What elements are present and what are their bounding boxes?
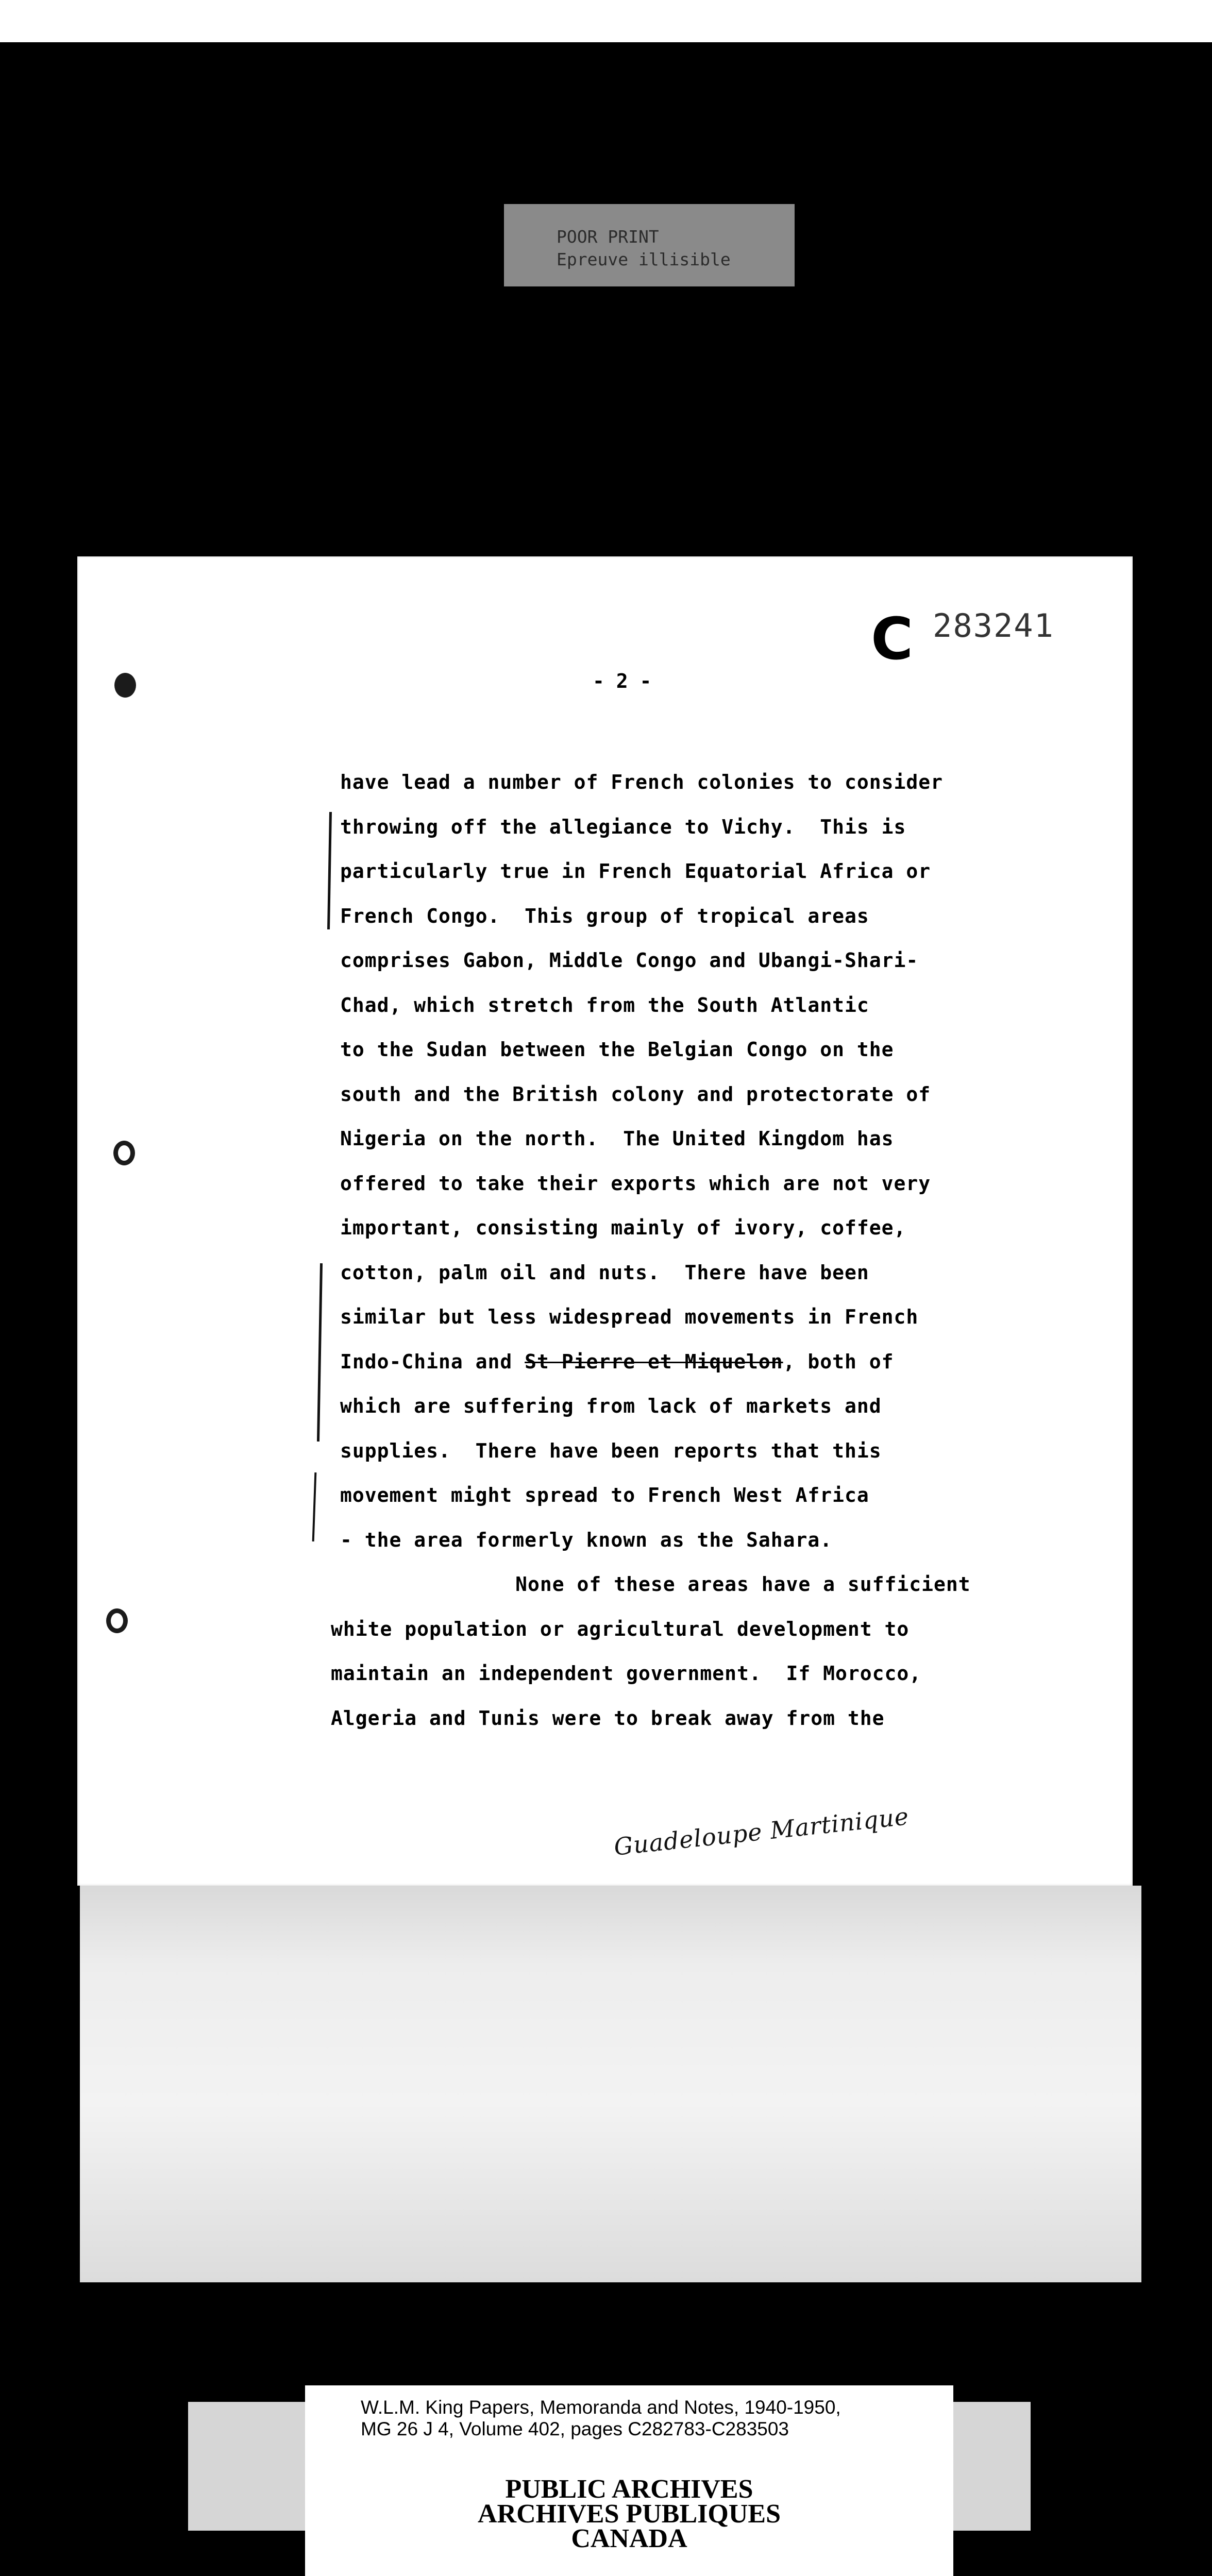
citation-line-1: W.L.M. King Papers, Memoranda and Notes, 1940-1950,	[361, 2397, 841, 2418]
archive-label	[305, 2385, 953, 2576]
struck-text: St Pierre et Miquelon	[525, 1350, 783, 1373]
text-line: None of these areas have a sufficient	[331, 1573, 971, 1596]
text-line: which are suffering from lack of markets and	[340, 1395, 882, 1417]
archives-line-2: ARCHIVES PUBLIQUES	[477, 2499, 781, 2529]
text-line: French Congo. This group of tropical areas	[340, 904, 869, 927]
document-number-digits: 283241	[933, 607, 1054, 645]
text-line: cotton, palm oil and nuts. There have been	[340, 1261, 869, 1284]
archives-line-1: PUBLIC ARCHIVES	[505, 2475, 753, 2504]
punch-hole-bottom	[106, 1608, 128, 1633]
text-line-with-correction	[340, 1340, 1123, 1384]
text-line: Algeria and Tunis were to break away from the	[331, 1706, 885, 1730]
stamp-line-1: POOR PRINT	[557, 227, 659, 247]
document-page	[77, 556, 1133, 1886]
page-lower-shadow	[80, 1886, 1141, 2282]
text-line: white population or agricultural development to	[331, 1617, 910, 1640]
text-line: important, consisting mainly of ivory, coffee,	[340, 1216, 906, 1239]
archives-line-3: CANADA	[571, 2524, 687, 2553]
text-after-strike: , both of	[783, 1350, 894, 1373]
margin-mark-2	[317, 1263, 323, 1442]
document-number-prefix: C	[871, 606, 914, 673]
text-line: Nigeria on the north. The United Kingdom has	[340, 1127, 894, 1150]
text-line: Chad, which stretch from the South Atlantic	[340, 993, 869, 1016]
body-text	[331, 760, 1123, 1740]
citation-text	[361, 2397, 841, 2440]
text-line: throwing off the allegiance to Vichy. This is	[340, 815, 906, 838]
archives-name	[305, 2477, 953, 2551]
text-line: similar but less widespread movements in French	[340, 1306, 919, 1328]
stamp-line-2: Epreuve illisible	[557, 249, 731, 269]
label-mount-left	[188, 2402, 307, 2531]
text-before-strike: Indo-China and	[340, 1350, 525, 1373]
top-border	[0, 0, 1212, 42]
text-line: - the area formerly known as the Sahara.	[340, 1528, 833, 1551]
handwritten-insertion: Guadeloupe Martinique	[612, 1802, 911, 1861]
text-line: south and the British colony and protectorate of	[340, 1082, 931, 1106]
poor-print-stamp	[504, 204, 795, 286]
margin-mark-3	[312, 1472, 317, 1541]
punch-hole-middle	[113, 1141, 135, 1165]
citation-line-2: MG 26 J 4, Volume 402, pages C282783-C283503	[361, 2418, 789, 2439]
text-line: supplies. There have been reports that this	[340, 1439, 882, 1462]
text-line: comprises Gabon, Middle Congo and Ubangi-Shari-	[340, 949, 919, 972]
text-line: movement might spread to French West Africa	[340, 1484, 869, 1506]
text-line: maintain an independent government. If Morocco,	[331, 1662, 922, 1685]
text-line: have lead a number of French colonies to consider	[340, 771, 944, 793]
text-line: particularly true in French Equatorial Africa or	[340, 860, 931, 883]
text-line: to the Sudan between the Belgian Congo on the	[340, 1038, 894, 1061]
text-line: offered to take their exports which are not very	[340, 1172, 931, 1195]
margin-mark-1	[327, 812, 332, 929]
punch-hole-top	[114, 673, 136, 698]
page-number: - 2 -	[593, 670, 652, 692]
